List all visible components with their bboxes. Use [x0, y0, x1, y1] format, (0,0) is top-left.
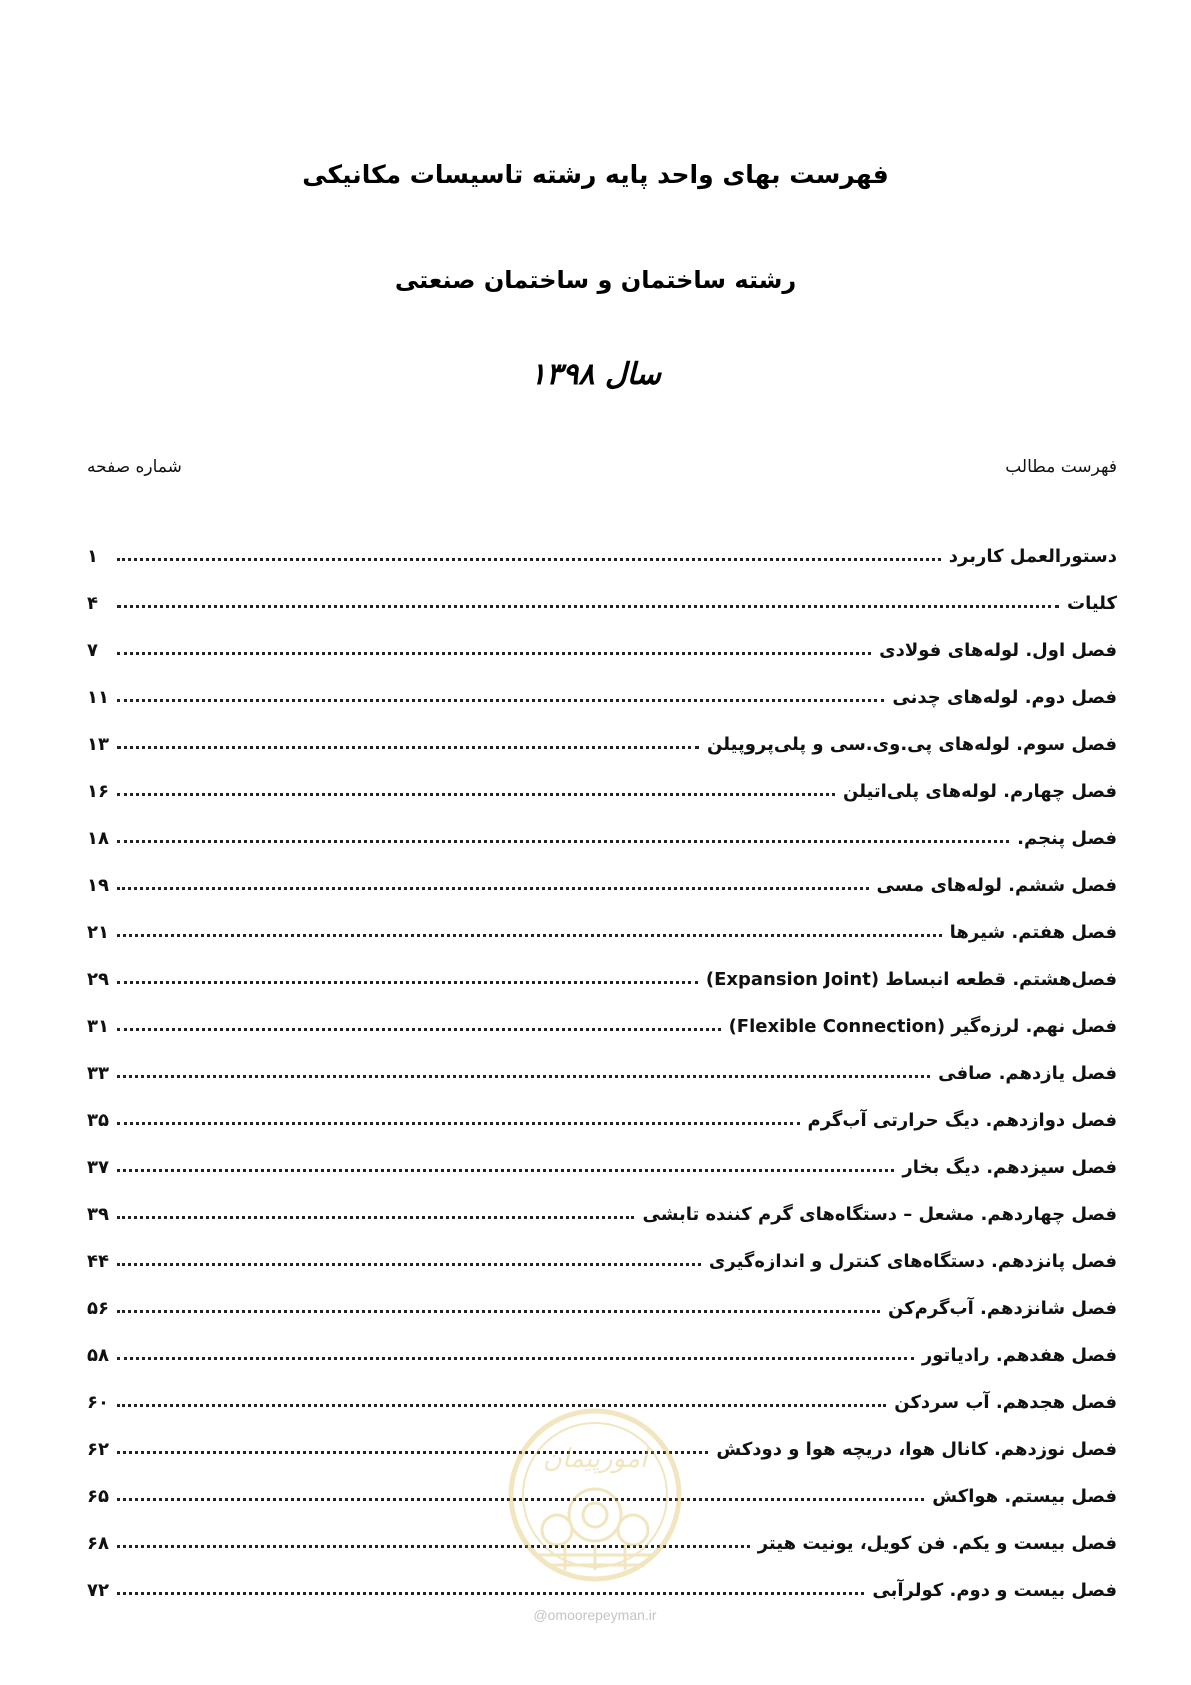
document-year: سال ۱۳۹۸	[530, 357, 661, 392]
toc-entry-title: فصل دوم. لوله‌های چدنی	[892, 687, 1117, 708]
toc-entry-title: فصل سیزدهم. دیگ بخار	[902, 1157, 1117, 1178]
toc-entry[interactable]	[87, 849, 1117, 896]
dot-leader	[117, 1169, 894, 1172]
dot-leader	[117, 1592, 864, 1595]
toc-entry[interactable]	[87, 1319, 1117, 1366]
toc-contents-label: فهرست مطالب	[1005, 457, 1117, 477]
dot-leader	[117, 1216, 634, 1219]
dot-leader	[117, 1310, 880, 1313]
toc-entry-title: فصل نهم. لرزه‌گیر (Flexible Connection)	[728, 1016, 1117, 1037]
toc-entry-page: ۱	[87, 546, 98, 567]
dot-leader	[117, 840, 1009, 843]
toc-entry-page: ۱۹	[87, 875, 109, 896]
toc-entry-title: فصل نوزدهم. کانال هوا، دریچه هوا و دودکش	[716, 1439, 1117, 1460]
toc-entry-page: ۷۲	[87, 1580, 109, 1601]
dot-leader	[117, 1028, 721, 1031]
stamp-lettering: امورپیمان	[542, 1444, 648, 1474]
toc-entry-page: ۳۹	[87, 1204, 109, 1225]
toc-entry-title: فصل شانزدهم. آب‌گرم‌کن	[888, 1298, 1117, 1319]
toc-entry-page: ۳۷	[87, 1157, 109, 1178]
toc-entry[interactable]	[87, 990, 1117, 1037]
dot-leader	[117, 1263, 701, 1266]
dot-leader	[117, 981, 698, 984]
dot-leader	[117, 1404, 886, 1407]
toc-entry-page: ۱۸	[87, 828, 109, 849]
toc-header	[87, 457, 1117, 487]
toc-entry-title: فصل سوم. لوله‌های پی.وی.سی و پلی‌پروپیلن	[707, 734, 1117, 755]
toc-entry-title: دستورالعمل کاربرد	[948, 546, 1117, 567]
toc-entry[interactable]	[87, 1084, 1117, 1131]
dot-leader	[117, 1122, 800, 1125]
toc-entry[interactable]	[87, 802, 1117, 849]
dot-leader	[117, 605, 1059, 608]
toc-entry[interactable]	[87, 520, 1117, 567]
toc-entry-page: ۶۲	[87, 1439, 109, 1460]
toc-entry-page: ۱۶	[87, 781, 109, 802]
toc-entry-title: فصل چهارم. لوله‌های پلی‌اتیلن	[843, 781, 1117, 802]
toc-entry-title: کلیات	[1066, 593, 1117, 614]
toc-entry-page: ۵۶	[87, 1298, 109, 1319]
toc-entry-title: فصل هفدهم. رادیاتور	[921, 1345, 1117, 1366]
dot-leader	[117, 887, 869, 890]
document-title: فهرست بهای واحد پایه رشته تاسیسات مکانیکی	[302, 160, 889, 189]
toc-entry-title: فصل هجدهم. آب سردکن	[894, 1392, 1117, 1413]
watermark-url: @omoorepeyman.ir	[533, 1607, 657, 1623]
toc-entry-page: ۳۵	[87, 1110, 109, 1131]
toc-entry-page: ۳۳	[87, 1063, 109, 1084]
toc-entry-page: ۱۳	[87, 734, 109, 755]
toc-entry-title: فصل دوازدهم. دیگ حرارتی آب‌گرم	[807, 1110, 1117, 1131]
toc-entry[interactable]	[87, 1225, 1117, 1272]
toc-entry-page: ۴۴	[87, 1251, 109, 1272]
dot-leader	[117, 934, 942, 937]
toc-entry-title: فصل ششم. لوله‌های مسی	[876, 875, 1117, 896]
toc-entry[interactable]	[87, 661, 1117, 708]
toc-entry-page: ۶۸	[87, 1533, 109, 1554]
toc-entry-title: فصل‌هشتم. قطعه انبساط (Expansion Joint)	[705, 969, 1117, 990]
dot-leader	[117, 652, 871, 655]
toc-entry-page: ۴	[87, 593, 98, 614]
toc-entry-title: فصل پانزدهم. دستگاه‌های کنترل و اندازه‌گیری	[708, 1251, 1117, 1272]
toc-entry[interactable]	[87, 755, 1117, 802]
dot-leader	[117, 699, 884, 702]
toc-entry[interactable]	[87, 614, 1117, 661]
dot-leader	[117, 1357, 914, 1360]
toc-entry-title: فصل هفتم. شیرها	[949, 922, 1117, 943]
dot-leader	[117, 793, 835, 796]
toc-entry-page: ۶۰	[87, 1392, 109, 1413]
toc-entry[interactable]	[87, 1037, 1117, 1084]
toc-entry-title: فصل چهاردهم. مشعل – دستگاه‌های گرم کننده تابشی	[642, 1204, 1117, 1225]
toc-entry-title: فصل پنجم.	[1017, 828, 1117, 849]
toc-page-label: شماره صفحه	[87, 457, 182, 477]
toc-entry-title: فصل اول. لوله‌های فولادی	[879, 640, 1117, 661]
toc-entry-page: ۵۸	[87, 1345, 109, 1366]
toc-entry-title: فصل بیستم. هواکش	[932, 1486, 1117, 1507]
dot-leader	[117, 1075, 930, 1078]
document-subtitle: رشته ساختمان و ساختمان صنعتی	[394, 266, 797, 294]
dot-leader	[117, 558, 941, 561]
toc-entry[interactable]	[87, 1131, 1117, 1178]
toc-entry-page: ۶۵	[87, 1486, 109, 1507]
dot-leader	[117, 746, 699, 749]
toc-entry[interactable]	[87, 1178, 1117, 1225]
toc-entry-title: فصل بیست و یکم. فن کویل، یونیت هیتر	[757, 1533, 1117, 1554]
toc-entry-page: ۲۱	[87, 922, 109, 943]
toc-entry-page: ۳۱	[87, 1016, 109, 1037]
toc-entry[interactable]	[87, 567, 1117, 614]
toc-entry-title: فصل بیست و دوم. کولرآبی	[872, 1580, 1117, 1601]
toc-entry[interactable]	[87, 943, 1117, 990]
toc-entry-page: ۱۱	[87, 687, 109, 708]
toc-entry-title: فصل یازدهم. صافی	[938, 1063, 1117, 1084]
toc-entry[interactable]	[87, 896, 1117, 943]
toc-entry-page: ۲۹	[87, 969, 109, 990]
toc-entry-page: ۷	[87, 640, 98, 661]
toc-entry[interactable]	[87, 1272, 1117, 1319]
toc-entry[interactable]	[87, 708, 1117, 755]
watermark-stamp-logo	[505, 1405, 685, 1585]
